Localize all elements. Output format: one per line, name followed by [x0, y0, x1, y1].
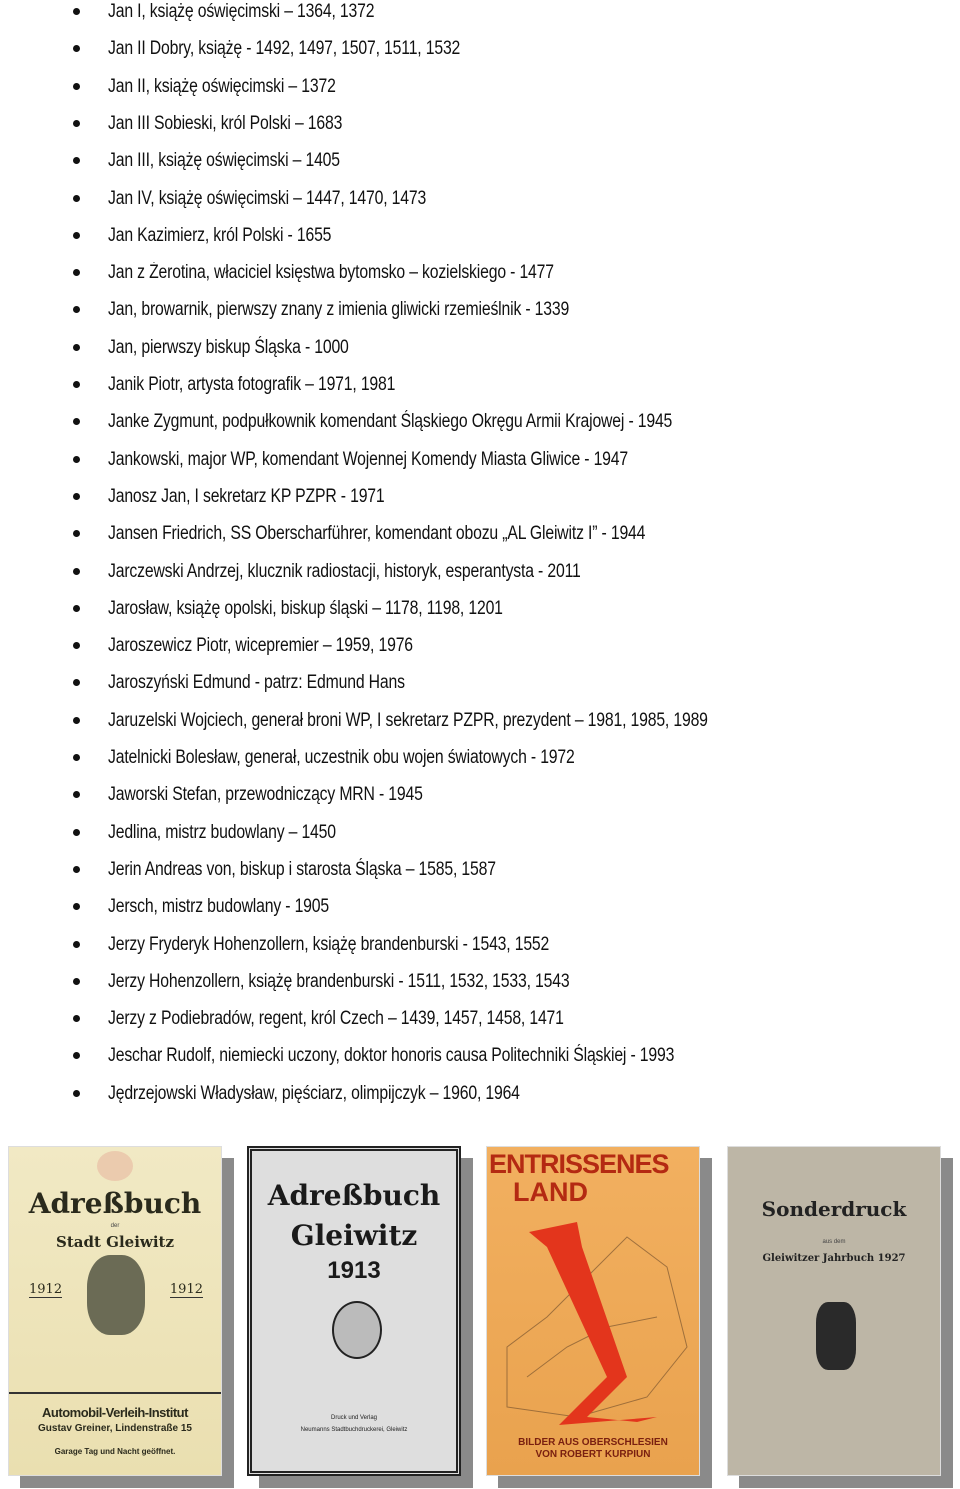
list-item — [0, 485, 960, 509]
bullet-icon — [73, 195, 80, 202]
bullet-icon — [73, 418, 80, 425]
entry-text: Jeschar Rudolf, niemiecki uczony, doktor honoris causa Politechniki Śląskiej - 1993 — [108, 1045, 675, 1067]
list-item — [0, 522, 960, 546]
list-item — [0, 746, 960, 770]
cover-image — [727, 1146, 941, 1476]
entry-text: Jan II Dobry, książę - 1492, 1497, 1507, 1511, 1532 — [108, 38, 461, 60]
cover-title: LAND — [513, 1177, 588, 1207]
list-item — [0, 373, 960, 397]
book-cover-adressbuch-1913 — [247, 1146, 461, 1476]
cover-text: Stadt Gleiwitz — [56, 1233, 174, 1251]
bullet-icon — [73, 381, 80, 388]
bullet-icon — [73, 8, 80, 15]
cover-text: Gustav Greiner, Lindenstraße 15 — [38, 1423, 192, 1434]
entry-text: Jerzy Hohenzollern, książę brandenburski - 1511, 1532, 1533, 1543 — [108, 970, 570, 992]
list-item — [0, 336, 960, 360]
bullet-icon — [73, 754, 80, 761]
bullet-icon — [73, 1052, 80, 1059]
cover-year: 1912 — [169, 1282, 203, 1297]
cover-title: ENTRISSENES — [489, 1149, 669, 1179]
bullet-icon — [73, 642, 80, 649]
entry-text: Jarosław, książę opolski, biskup śląski – 1178, 1198, 1201 — [108, 597, 503, 619]
cover-text: VON ROBERT KURPIUN — [535, 1449, 651, 1460]
cover-image — [8, 1146, 222, 1476]
cover-text: Garage Tag und Nacht geöffnet. — [54, 1447, 176, 1456]
cover-year: 1912 — [29, 1282, 63, 1297]
bullet-icon — [73, 903, 80, 910]
bullet-icon — [73, 1090, 80, 1097]
entry-text: Jaroszyński Edmund - patrz: Edmund Hans — [108, 672, 405, 694]
bullet-icon — [73, 157, 80, 164]
entry-text: Jankowski, major WP, komendant Wojennej Komendy Miasta Gliwice - 1947 — [108, 448, 629, 470]
bullet-icon — [73, 306, 80, 313]
entry-text: Jarczewski Andrzej, klucznik radiostacji, historyk, esperantysta - 2011 — [108, 560, 581, 582]
entry-text: Janik Piotr, artysta fotografik – 1971, 1981 — [108, 374, 396, 395]
list-item — [0, 112, 960, 136]
bullet-icon — [73, 269, 80, 276]
bullet-icon — [73, 568, 80, 575]
list-item — [0, 149, 960, 173]
bullet-icon — [73, 120, 80, 127]
entry-text: Jan Kazimierz, król Polski - 1655 — [108, 224, 332, 246]
list-item — [0, 970, 960, 994]
cover-text: Automobil-Verleih-Institut — [42, 1405, 188, 1420]
bullet-icon — [73, 456, 80, 463]
bullet-icon — [73, 941, 80, 948]
list-item — [0, 75, 960, 99]
cover-year: 1913 — [327, 1257, 381, 1284]
list-item — [0, 821, 960, 845]
cover-image — [247, 1146, 461, 1476]
list-item — [0, 298, 960, 322]
list-item — [0, 1044, 960, 1068]
cover-text: aus dem — [822, 1239, 846, 1245]
list-item — [0, 0, 960, 24]
entry-text: Janosz Jan, I sekretarz KP PZPR - 1971 — [108, 485, 385, 507]
entry-text: Jan, browarnik, pierwszy znany z imienia gliwicki rzemieślnik - 1339 — [108, 299, 570, 321]
entry-text: Jędrzejowski Władysław, pięściarz, olimpijczyk – 1960, 1964 — [108, 1082, 520, 1104]
entry-text: Janke Zygmunt, podpułkownik komendant Śląskiego Okręgu Armii Krajowej - 1945 — [108, 411, 673, 433]
entry-text: Jatelnicki Bolesław, generał, uczestnik obu wojen światowych - 1972 — [108, 747, 575, 768]
bullet-icon — [73, 791, 80, 798]
bullet-icon — [73, 866, 80, 873]
book-cover-sonderdruck — [727, 1146, 941, 1476]
list-item — [0, 671, 960, 695]
list-item — [0, 224, 960, 248]
bullet-icon — [73, 978, 80, 985]
list-item — [0, 410, 960, 434]
entry-text: Jansen Friedrich, SS Oberscharführer, komendant obozu „AL Gleiwitz I” - 1944 — [108, 523, 646, 545]
cover-title: Adreßbuch — [28, 1187, 202, 1220]
cover-text: BILDER AUS OBERSCHLESIEN — [518, 1437, 668, 1448]
list-item — [0, 634, 960, 658]
cover-text: Gleiwitzer Jahrbuch 1927 — [762, 1253, 906, 1264]
cover-title: Adreßbuch — [267, 1179, 441, 1212]
entry-text: Jan II, książę oświęcimski – 1372 — [108, 75, 336, 97]
list-item — [0, 597, 960, 621]
list-item — [0, 261, 960, 285]
entry-text: Jan III, książę oświęcimski – 1405 — [108, 150, 340, 172]
entry-text: Jersch, mistrz budowlany - 1905 — [108, 896, 329, 918]
list-item — [0, 783, 960, 807]
entry-text: Jaworski Stefan, przewodniczący MRN - 1945 — [108, 784, 423, 806]
list-item — [0, 895, 960, 919]
bullet-icon — [73, 45, 80, 52]
list-item — [0, 1082, 960, 1106]
entry-text: Jan IV, książę oświęcimski – 1447, 1470, 1473 — [108, 187, 427, 209]
cover-text: Druck und Verlag — [330, 1415, 378, 1421]
list-item — [0, 448, 960, 472]
cover-text: Neumanns Stadtbuchdruckerei, Gleiwitz — [300, 1427, 408, 1433]
bullet-icon — [73, 605, 80, 612]
cover-image — [486, 1146, 700, 1476]
entry-text: Jerzy Fryderyk Hohenzollern, książę brandenburski - 1543, 1552 — [108, 933, 550, 955]
entry-text: Jerin Andreas von, biskup i starosta Śląska – 1585, 1587 — [108, 858, 496, 880]
cover-title: Sonderdruck — [761, 1197, 907, 1221]
entry-text: Jaruzelski Wojciech, generał broni WP, I sekretarz PZPR, prezydent – 1981, 1985, 1989 — [108, 709, 708, 731]
bullet-icon — [73, 344, 80, 351]
bullet-icon — [73, 1015, 80, 1022]
list-item — [0, 858, 960, 882]
cover-title: Gleiwitz — [290, 1219, 418, 1252]
bullet-icon — [73, 829, 80, 836]
list-item — [0, 1007, 960, 1031]
list-item — [0, 560, 960, 584]
bullet-icon — [73, 679, 80, 686]
entry-text: Jan III Sobieski, król Polski – 1683 — [108, 112, 343, 134]
bullet-icon — [73, 717, 80, 724]
list-item — [0, 187, 960, 211]
list-item — [0, 37, 960, 61]
bullet-icon — [73, 83, 80, 90]
entry-text: Jan, pierwszy biskup Śląska - 1000 — [108, 336, 349, 358]
bullet-icon — [73, 530, 80, 537]
cover-text: der — [110, 1223, 120, 1229]
entry-text: Jerzy z Podiebradów, regent, król Czech – 1439, 1457, 1458, 1471 — [108, 1008, 564, 1030]
list-item — [0, 933, 960, 957]
book-cover-entrissenes-land — [486, 1146, 700, 1476]
entry-text: Jan I, książę oświęcimski – 1364, 1372 — [108, 1, 375, 22]
entry-text: Jan z Żerotina, właciciel księstwa bytomsko – kozielskiego - 1477 — [108, 262, 554, 284]
book-cover-adressbuch-1912 — [8, 1146, 222, 1476]
entry-text: Jedlina, mistrz budowlany – 1450 — [108, 821, 336, 843]
bullet-icon — [73, 232, 80, 239]
bullet-icon — [73, 493, 80, 500]
entry-text: Jaroszewicz Piotr, wicepremier – 1959, 1976 — [108, 635, 413, 657]
list-item — [0, 709, 960, 733]
